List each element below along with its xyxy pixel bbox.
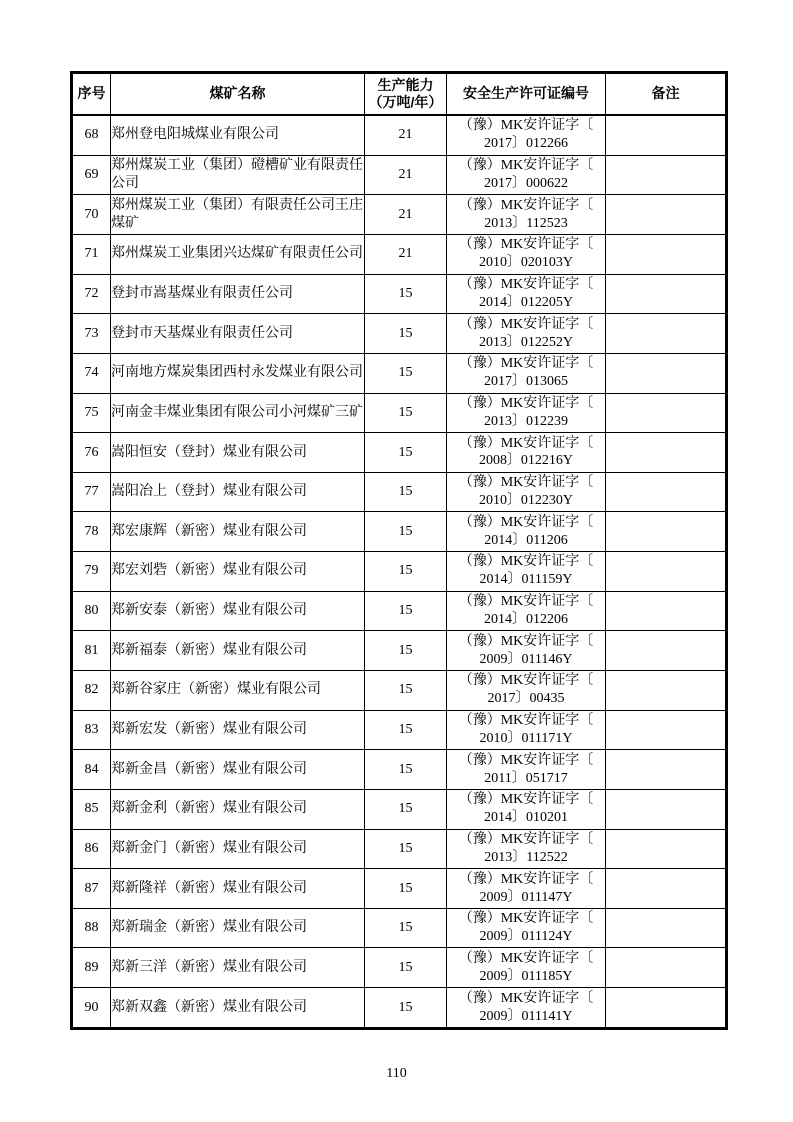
row-serial-number: 76 xyxy=(72,433,111,473)
table-row xyxy=(72,393,727,433)
row-mine-name: 郑新金门（新密）煤业有限公司 xyxy=(111,829,365,869)
row-serial-number: 77 xyxy=(72,472,111,512)
row-remark xyxy=(606,195,727,235)
row-remark xyxy=(606,948,727,988)
row-license-line2: 2008〕012216Y xyxy=(478,453,574,469)
row-license xyxy=(447,710,606,750)
row-license xyxy=(447,869,606,909)
row-license-line1: （豫）MK安许证字〔 xyxy=(458,871,594,887)
row-license-line1: （豫）MK安许证字〔 xyxy=(458,594,594,610)
row-capacity: 21 xyxy=(365,195,447,235)
row-serial-number: 79 xyxy=(72,552,111,592)
table-row xyxy=(72,710,727,750)
table-row xyxy=(72,869,727,909)
row-license-line1: （豫）MK安许证字〔 xyxy=(458,752,594,768)
row-license-line1: （豫）MK安许证字〔 xyxy=(458,277,594,292)
row-capacity: 15 xyxy=(365,908,447,948)
row-serial-number: 83 xyxy=(72,710,111,750)
row-remark xyxy=(606,710,727,750)
row-remark xyxy=(606,908,727,948)
row-remark xyxy=(606,671,727,711)
table-body xyxy=(72,115,727,1029)
row-remark xyxy=(606,155,727,195)
row-license-line1: （豫）MK安许证字〔 xyxy=(458,950,594,966)
table-row xyxy=(72,988,727,1029)
row-license-line2: 2014〕010201 xyxy=(484,810,568,826)
row-license-line1: （豫）MK安许证字〔 xyxy=(458,713,594,729)
row-mine-name: 郑新福泰（新密）煤业有限公司 xyxy=(111,631,365,671)
row-license-line2: 2010〕012230Y xyxy=(478,493,574,509)
row-license xyxy=(447,393,606,433)
row-capacity: 15 xyxy=(365,552,447,592)
row-mine-name: 郑州煤炭工业集团兴达煤矿有限责任公司 xyxy=(111,234,365,274)
row-remark xyxy=(606,274,727,314)
row-capacity: 15 xyxy=(365,472,447,512)
row-remark xyxy=(606,433,727,473)
row-serial-number: 69 xyxy=(72,155,111,195)
header-remark: 备注 xyxy=(606,73,727,116)
row-license xyxy=(447,353,606,393)
row-capacity: 15 xyxy=(365,274,447,314)
row-serial-number: 89 xyxy=(72,948,111,988)
row-remark xyxy=(606,552,727,592)
row-license xyxy=(447,195,606,235)
row-serial-number: 82 xyxy=(72,671,111,711)
row-license xyxy=(447,908,606,948)
table-row xyxy=(72,552,727,592)
row-license-line1: （豫）MK安许证字〔 xyxy=(458,395,594,411)
row-license-line1: （豫）MK安许证字〔 xyxy=(458,554,594,570)
table-row xyxy=(72,829,727,869)
row-license xyxy=(447,314,606,354)
row-license xyxy=(447,512,606,552)
row-capacity: 15 xyxy=(365,512,447,552)
row-capacity: 15 xyxy=(365,591,447,631)
row-license xyxy=(447,591,606,631)
row-mine-name: 郑新宏发（新密）煤业有限公司 xyxy=(111,710,365,750)
row-mine-name: 郑宏康辉（新密）煤业有限公司 xyxy=(111,512,365,552)
row-remark xyxy=(606,393,727,433)
table-row xyxy=(72,274,727,314)
row-license-line1: （豫）MK安许证字〔 xyxy=(458,911,594,927)
row-serial-number: 72 xyxy=(72,274,111,314)
row-license-line2: 2011〕051717 xyxy=(484,770,568,786)
row-capacity: 15 xyxy=(365,710,447,750)
row-license xyxy=(447,948,606,988)
row-license-line1: （豫）MK安许证字〔 xyxy=(458,435,594,451)
table-row xyxy=(72,115,727,155)
table-row xyxy=(72,353,727,393)
header-mine-name: 煤矿名称 xyxy=(111,73,365,116)
row-license-line1: （豫）MK安许证字〔 xyxy=(458,990,594,1006)
row-mine-name: 郑州煤炭工业（集团）有限责任公司王庄煤矿 xyxy=(111,195,365,235)
row-license-line2: 2014〕012206 xyxy=(484,612,568,628)
row-license-line2: 2009〕011147Y xyxy=(479,889,573,905)
row-license-line1: （豫）MK安许证字〔 xyxy=(458,831,594,847)
row-license-line2: 2013〕112523 xyxy=(484,215,568,231)
row-serial-number: 80 xyxy=(72,591,111,631)
row-remark xyxy=(606,631,727,671)
row-license-line2: 2010〕020103Y xyxy=(478,255,574,271)
row-mine-name: 河南地方煤炭集团西村永发煤业有限公司 xyxy=(111,353,365,393)
row-license xyxy=(447,552,606,592)
row-mine-name: 河南金丰煤业集团有限公司小河煤矿三矿 xyxy=(111,393,365,433)
table-row xyxy=(72,314,727,354)
header-no: 序号 xyxy=(72,73,111,116)
table-row xyxy=(72,195,727,235)
row-serial-number: 85 xyxy=(72,789,111,829)
header-capacity xyxy=(365,73,447,116)
row-license-line1: （豫）MK安许证字〔 xyxy=(458,197,594,213)
table-row xyxy=(72,789,727,829)
row-license xyxy=(447,829,606,869)
row-serial-number: 90 xyxy=(72,988,111,1029)
row-license xyxy=(447,115,606,155)
row-remark xyxy=(606,353,727,393)
row-serial-number: 75 xyxy=(72,393,111,433)
row-mine-name: 郑新隆祥（新密）煤业有限公司 xyxy=(111,869,365,909)
row-license-line2: 2009〕011124Y xyxy=(479,929,573,945)
header-license: 安全生产许可证编号 xyxy=(447,73,606,116)
row-capacity: 15 xyxy=(365,750,447,790)
row-mine-name: 郑新双鑫（新密）煤业有限公司 xyxy=(111,988,365,1029)
row-license-line1: （豫）MK安许证字〔 xyxy=(458,316,594,332)
coal-mine-table xyxy=(70,71,728,1030)
row-remark xyxy=(606,869,727,909)
row-remark xyxy=(606,750,727,790)
row-remark xyxy=(606,314,727,354)
row-license-line1: （豫）MK安许证字〔 xyxy=(458,633,594,649)
row-serial-number: 71 xyxy=(72,234,111,274)
table-row xyxy=(72,671,727,711)
table-row xyxy=(72,472,727,512)
row-serial-number: 81 xyxy=(72,631,111,671)
row-serial-number: 68 xyxy=(72,115,111,155)
row-remark xyxy=(606,591,727,631)
table-row xyxy=(72,591,727,631)
row-capacity: 15 xyxy=(365,433,447,473)
row-mine-name: 郑新谷家庄（新密）煤业有限公司 xyxy=(111,671,365,711)
row-mine-name: 郑新金利（新密）煤业有限公司 xyxy=(111,789,365,829)
row-license-line2: 2017〕012266 xyxy=(484,136,568,152)
table-row xyxy=(72,512,727,552)
table-row xyxy=(72,631,727,671)
header-capacity-line1: 生产能力 xyxy=(377,76,434,93)
row-mine-name: 郑新三洋（新密）煤业有限公司 xyxy=(111,948,365,988)
row-capacity: 15 xyxy=(365,314,447,354)
page-number: 110 xyxy=(386,1066,407,1081)
row-capacity: 21 xyxy=(365,115,447,155)
table-row xyxy=(72,908,727,948)
row-remark xyxy=(606,988,727,1029)
row-mine-name: 郑新安泰（新密）煤业有限公司 xyxy=(111,591,365,631)
row-mine-name: 郑州煤炭工业（集团）磴槽矿业有限责任公司 xyxy=(111,155,365,195)
row-license-line2: 2014〕011206 xyxy=(484,532,568,548)
row-serial-number: 74 xyxy=(72,353,111,393)
row-serial-number: 84 xyxy=(72,750,111,790)
row-capacity: 15 xyxy=(365,353,447,393)
row-mine-name: 郑新金昌（新密）煤业有限公司 xyxy=(111,750,365,790)
row-license xyxy=(447,234,606,274)
header-capacity-line2: （万吨/年） xyxy=(368,94,443,110)
row-license-line1: （豫）MK安许证字〔 xyxy=(458,356,594,372)
row-serial-number: 70 xyxy=(72,195,111,235)
row-serial-number: 86 xyxy=(72,829,111,869)
row-serial-number: 87 xyxy=(72,869,111,909)
row-remark xyxy=(606,829,727,869)
table-row xyxy=(72,433,727,473)
row-license-line2: 2014〕011159Y xyxy=(479,572,573,588)
row-capacity: 21 xyxy=(365,234,447,274)
row-license xyxy=(447,988,606,1029)
row-license-line2: 2017〕00435 xyxy=(487,691,565,707)
row-license-line1: （豫）MK安许证字〔 xyxy=(458,475,594,491)
row-mine-name: 登封市天基煤业有限责任公司 xyxy=(111,314,365,354)
row-remark xyxy=(606,234,727,274)
row-license-line2: 2013〕012239 xyxy=(484,413,568,429)
row-mine-name: 郑新瑞金（新密）煤业有限公司 xyxy=(111,908,365,948)
row-capacity: 15 xyxy=(365,829,447,869)
table-row xyxy=(72,234,727,274)
row-capacity: 21 xyxy=(365,155,447,195)
row-license-line1: （豫）MK安许证字〔 xyxy=(458,792,594,808)
row-license xyxy=(447,155,606,195)
row-license xyxy=(447,631,606,671)
row-license-line1: （豫）MK安许证字〔 xyxy=(458,237,594,253)
row-license-line1: （豫）MK安许证字〔 xyxy=(458,158,594,174)
row-remark xyxy=(606,472,727,512)
table-row xyxy=(72,750,727,790)
row-license xyxy=(447,750,606,790)
row-license xyxy=(447,433,606,473)
row-serial-number: 73 xyxy=(72,314,111,354)
row-capacity: 15 xyxy=(365,393,447,433)
row-license-line1: （豫）MK安许证字〔 xyxy=(458,673,594,689)
row-mine-name: 嵩阳恒安（登封）煤业有限公司 xyxy=(111,433,365,473)
row-license-line1: （豫）MK安许证字〔 xyxy=(458,118,594,134)
row-license xyxy=(447,274,606,314)
row-license xyxy=(447,671,606,711)
row-mine-name: 郑宏刘砦（新密）煤业有限公司 xyxy=(111,552,365,592)
row-serial-number: 78 xyxy=(72,512,111,552)
row-license-line2: 2010〕011171Y xyxy=(479,730,573,746)
row-license-line2: 2009〕011141Y xyxy=(479,1008,573,1024)
row-license-line2: 2017〕013065 xyxy=(484,374,568,390)
row-mine-name: 登封市嵩基煤业有限责任公司 xyxy=(111,274,365,314)
row-capacity: 15 xyxy=(365,631,447,671)
row-capacity: 15 xyxy=(365,988,447,1029)
row-mine-name: 嵩阳冶上（登封）煤业有限公司 xyxy=(111,472,365,512)
row-capacity: 15 xyxy=(365,789,447,829)
table-row xyxy=(72,948,727,988)
table-header-row xyxy=(72,73,727,116)
row-license-line2: 2009〕011185Y xyxy=(479,968,573,984)
row-license-line2: 2014〕012205Y xyxy=(478,294,574,310)
table-row xyxy=(72,155,727,195)
row-remark xyxy=(606,789,727,829)
row-license-line1: （豫）MK安许证字〔 xyxy=(458,514,594,530)
row-license-line2: 2013〕012252Y xyxy=(478,334,574,350)
row-capacity: 15 xyxy=(365,948,447,988)
row-serial-number: 88 xyxy=(72,908,111,948)
row-license-line2: 2013〕112522 xyxy=(484,849,568,865)
row-remark xyxy=(606,512,727,552)
row-license xyxy=(447,472,606,512)
row-license-line2: 2017〕000622 xyxy=(484,175,568,191)
row-license-line2: 2009〕011146Y xyxy=(479,651,573,667)
row-capacity: 15 xyxy=(365,869,447,909)
row-capacity: 15 xyxy=(365,671,447,711)
row-license xyxy=(447,789,606,829)
row-mine-name: 郑州登电阳城煤业有限公司 xyxy=(111,115,365,155)
row-remark xyxy=(606,115,727,155)
